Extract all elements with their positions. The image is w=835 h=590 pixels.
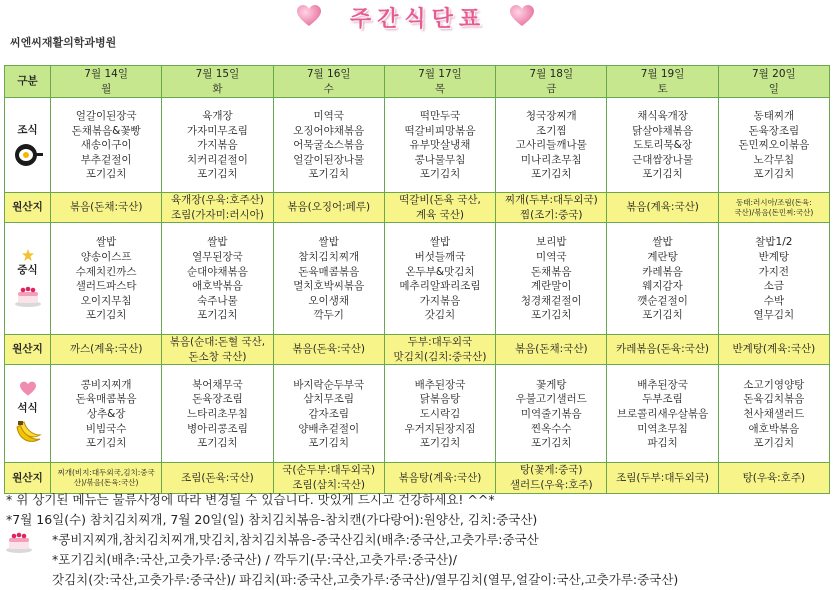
- menu-item: 새송이구이: [80, 139, 132, 152]
- origin-cell: [51, 335, 162, 365]
- origin-text: 까스(계육:국산): [69, 343, 143, 356]
- heart-icon: [296, 4, 322, 28]
- origin-cell: [496, 463, 607, 493]
- origin-text: 계육 국산): [415, 208, 464, 221]
- menu-item: 우불고기샐러드: [515, 393, 587, 406]
- menu-cell: [273, 98, 384, 193]
- origin-text: 볶음(돈채:국산): [514, 343, 588, 356]
- menu-cell: [496, 223, 607, 335]
- menu-item: 쌀밥: [652, 236, 673, 249]
- menu-item: 갓김치: [424, 309, 456, 322]
- menu-item: 샐러드파스타: [75, 280, 137, 293]
- menu-cell: [51, 365, 162, 463]
- menu-item: 포기김치: [753, 437, 795, 450]
- menu-item: 북어채무국: [192, 378, 243, 391]
- origin-text: 볶음(계육:국산): [626, 201, 699, 214]
- origin-text: 볶음(순대:돈혈 국산,: [169, 336, 266, 349]
- origin-text: 볶음(돈채:국산): [69, 201, 143, 214]
- menu-item: 수제치킨까스: [75, 265, 137, 278]
- origin-text: 맛김치(김치:중국산): [393, 350, 487, 363]
- menu-cell: [273, 365, 384, 463]
- origin-text: 찌개(비지:대두외국,김치:중국: [57, 468, 155, 478]
- day-date: 7월 16일: [306, 67, 351, 80]
- menu-item: 애호박볶음: [748, 422, 800, 435]
- origin-text: 돈소창 국산): [188, 350, 247, 363]
- menu-item: 쌀밥: [207, 236, 228, 249]
- menu-item: 떡갈비피망볶음: [404, 124, 476, 137]
- origin-text: 반계탕(계육:국산): [732, 343, 816, 356]
- menu-item: 상추&장: [86, 408, 126, 421]
- menu-item: 쌀밥: [318, 236, 339, 249]
- day-weekday: 금: [546, 82, 557, 95]
- menu-item: 소금: [763, 280, 784, 293]
- day-weekday: 월: [101, 82, 112, 95]
- menu-item: 숙주나물: [197, 294, 238, 307]
- menu-item: 온두부&맛김치: [405, 265, 475, 278]
- note-line: 갓김치(갓:국산,고춧가루:중국산)/ 파김치(파:중국산,고춧가루:중국산)/열무김치(열무,얼갈이:국산,고춧가루:중국산): [52, 572, 679, 587]
- menu-item: 돈민찌오이볶음: [738, 139, 810, 152]
- weekly-menu-table: [4, 65, 830, 494]
- origin-cell: [162, 463, 273, 493]
- menu-item: 계란탕: [647, 251, 678, 263]
- notes: [6, 490, 832, 590]
- menu-item: 포기김치: [308, 437, 349, 450]
- origin-text: 조림(두부:대두외국): [616, 471, 709, 484]
- menu-item: 미역국: [536, 251, 567, 263]
- star-icon: [22, 249, 34, 261]
- origin-cell: [607, 335, 718, 365]
- menu-item: 양배추겉절이: [298, 422, 360, 435]
- menu-item: 파김치: [647, 437, 678, 450]
- menu-item: 소고기영양탕: [743, 378, 805, 391]
- banana-icon: [13, 419, 43, 447]
- menu-item: 치커리겉절이: [186, 153, 248, 166]
- menu-item: 수박: [763, 294, 784, 307]
- origin-text: 두부:대두외국: [407, 336, 473, 349]
- menu-item: 배추된장국: [637, 378, 688, 391]
- day-date: 7월 19일: [640, 67, 685, 80]
- origin-row: [5, 193, 830, 223]
- menu-item: 바지락순두부국: [293, 378, 365, 391]
- cake-icon: [13, 282, 43, 308]
- menu-item: 콩비지찌개: [80, 378, 132, 391]
- menu-item: 얼갈이된장나물: [293, 153, 365, 166]
- origin-cell: [607, 193, 718, 223]
- meal-row: [5, 223, 830, 335]
- menu-item: 포기김치: [642, 168, 683, 181]
- menu-item: 육개장: [202, 110, 233, 123]
- day-header: [718, 66, 829, 98]
- menu-item: 미역초무침: [637, 422, 688, 435]
- menu-item: 꽃게탕: [536, 378, 567, 391]
- origin-cell: [384, 463, 495, 493]
- origin-text: 동태:러시아/조림(돈육:: [735, 198, 812, 208]
- menu-item: 깻순겉절이: [637, 294, 688, 307]
- menu-item: 근대쌈장나물: [632, 153, 693, 166]
- origin-text: 탕(우육:호주): [742, 471, 806, 484]
- menu-item: 쌀밥: [429, 236, 451, 249]
- page-title: 주간식단표: [349, 7, 487, 32]
- origin-cell: [384, 193, 495, 223]
- menu-item: 양송이스프: [80, 251, 132, 263]
- menu-item: 돈육김치볶음: [743, 393, 805, 406]
- menu-item: 순대야채볶음: [186, 265, 248, 278]
- menu-item: 돈육매콤볶음: [75, 393, 137, 406]
- menu-item: 가지볶음: [197, 139, 238, 152]
- menu-item: 애호박볶음: [192, 280, 243, 293]
- note-line: * 위 상기된 메뉴는 물류사정에 따라 변경될 수 있습니다. 맛있게 드시고 건강하세요! ^^*: [6, 492, 495, 507]
- menu-item: 포기김치: [530, 168, 572, 181]
- meal-row: [5, 98, 830, 193]
- menu-item: 배추된장국: [414, 378, 466, 391]
- menu-item: 참치김치찌개: [298, 251, 360, 263]
- gubun-label: 구분: [5, 66, 51, 98]
- origin-cell: [162, 193, 273, 223]
- menu-item: 도토리묵&장: [633, 139, 692, 152]
- menu-item: 돈육장조림: [748, 124, 800, 137]
- menu-cell: [51, 223, 162, 335]
- menu-item: 포기김치: [197, 437, 238, 450]
- menu-cell: [607, 365, 718, 463]
- menu-item: 오이지무침: [80, 294, 132, 307]
- origin-label: 원산지: [5, 463, 51, 493]
- header-row: [5, 66, 830, 98]
- menu-item: 포기김치: [85, 437, 127, 450]
- menu-item: 고사리들깨나물: [515, 139, 587, 152]
- note-line: *7월 16일(수) 참치김치찌개, 7월 20일(일) 참치김치볶음-참치캔(가다랑어):원양산, 김치:중국산): [6, 512, 538, 527]
- menu-item: 동태찌개: [753, 110, 795, 123]
- menu-item: 가지볶음: [419, 294, 461, 307]
- day-weekday: 목: [434, 82, 446, 95]
- menu-item: 떡만두국: [419, 110, 461, 123]
- origin-text: 탕(꽃게:중국): [520, 464, 583, 477]
- menu-item: 웨지감자: [642, 280, 683, 293]
- menu-item: 포기김치: [197, 309, 238, 322]
- origin-cell: [496, 335, 607, 365]
- menu-item: 포기김치: [642, 309, 683, 322]
- menu-cell: [607, 223, 718, 335]
- menu-cell: [384, 223, 495, 335]
- menu-item: 카레볶음: [642, 265, 683, 278]
- meal-label: 조식: [17, 123, 38, 136]
- menu-item: 도시락김: [419, 408, 461, 421]
- menu-item: 돈채볶음: [530, 265, 572, 278]
- menu-item: 노각무침: [753, 153, 795, 166]
- menu-cell: [496, 98, 607, 193]
- menu-cell: [496, 365, 607, 463]
- menu-item: 닭살야채볶음: [632, 124, 693, 137]
- menu-item: 우거지된장지짐: [404, 422, 476, 435]
- origin-cell: [273, 193, 384, 223]
- menu-item: 천사채샐러드: [743, 408, 805, 421]
- origin-text: 샐러드(우육:호주): [509, 478, 593, 491]
- menu-item: 깍두기: [313, 309, 344, 322]
- menu-cell: [718, 98, 829, 193]
- meal-label: 중식: [17, 264, 38, 277]
- menu-item: 반계탕: [758, 251, 790, 263]
- day-header: [51, 66, 162, 98]
- menu-cell: [607, 98, 718, 193]
- origin-cell: [718, 193, 829, 223]
- menu-item: 메추리알꽈리조림: [399, 280, 481, 293]
- menu-item: 청경채겉절이: [520, 294, 582, 307]
- menu-item: 찐옥수수: [530, 422, 572, 435]
- origin-cell: [384, 335, 495, 365]
- menu-item: 두부조림: [642, 393, 683, 406]
- meal-label-cell: [5, 223, 51, 335]
- meal-label-cell: [5, 98, 51, 193]
- origin-cell: [273, 463, 384, 493]
- menu-item: 쌀밥: [95, 236, 117, 249]
- day-weekday: 화: [212, 82, 223, 95]
- day-header: [273, 66, 384, 98]
- origin-text: 찌개(두부:대두외국): [504, 194, 598, 206]
- origin-cell: [718, 463, 829, 493]
- menu-item: 브로콜리새우살볶음: [616, 408, 709, 421]
- origin-row: [5, 335, 830, 365]
- origin-text: 조림(돈육:국산): [181, 471, 254, 484]
- menu-item: 포기김치: [530, 437, 572, 450]
- menu-item: 오징어야채볶음: [293, 124, 365, 137]
- meal-label-cell: [5, 365, 51, 463]
- menu-item: 어묵굴소스볶음: [293, 139, 365, 152]
- menu-item: 얼갈이된장국: [75, 110, 137, 123]
- menu-item: 돈채볶음&꽃빵: [71, 124, 141, 137]
- menu-cell: [51, 98, 162, 193]
- menu-item: 포기김치: [753, 168, 795, 181]
- menu-item: 보리밥: [536, 236, 567, 249]
- origin-text: 볶음탕(계육:국산): [398, 471, 482, 484]
- menu-cell: [718, 223, 829, 335]
- origin-text: 산)/볶음(돈육:국산): [73, 477, 139, 487]
- origin-text: 떡갈비(돈육 국산,: [399, 194, 481, 206]
- menu-cell: [162, 365, 273, 463]
- menu-item: 포기김치: [85, 168, 127, 181]
- menu-item: 오이생채: [308, 294, 349, 307]
- heart-icon: [19, 381, 37, 397]
- menu-item: 삼치무조림: [303, 393, 355, 406]
- origin-cell: [51, 463, 162, 493]
- day-header: [496, 66, 607, 98]
- origin-text: 볶음(돈육:국산): [292, 343, 365, 356]
- day-date: 7월 14일: [84, 67, 128, 80]
- day-date: 7월 17일: [418, 67, 462, 80]
- menu-item: 느타리초무침: [186, 408, 248, 421]
- menu-cell: [273, 223, 384, 335]
- day-weekday: 토: [657, 82, 668, 95]
- day-weekday: 일: [768, 82, 779, 95]
- menu-item: 열무김치: [753, 309, 795, 322]
- menu-item: 병아리콩조림: [186, 422, 248, 435]
- meal-row: [5, 365, 830, 463]
- note-line: *콩비지찌개,참치김치찌개,맛김치,참치김치볶음-중국산김치(배추:중국산,고춧가루:중국산: [52, 532, 539, 547]
- day-weekday: 수: [323, 82, 334, 95]
- menu-item: 가자미무조림: [186, 124, 248, 137]
- menu-item: 닭볶음탕: [419, 393, 461, 406]
- menu-cell: [162, 223, 273, 335]
- origin-label: 원산지: [5, 193, 51, 223]
- menu-item: 가지전: [758, 265, 790, 278]
- title-bar: [0, 0, 835, 36]
- menu-item: 채식육개장: [637, 110, 688, 123]
- menu-cell: [384, 365, 495, 463]
- origin-cell: [496, 193, 607, 223]
- menu-item: 포기김치: [308, 168, 349, 181]
- egg-pan-icon: [13, 141, 43, 167]
- menu-item: 포기김치: [530, 309, 572, 322]
- menu-item: 찰밥1/2: [755, 236, 793, 249]
- origin-text: 볶음(오징어:페루): [287, 201, 371, 214]
- origin-cell: [162, 335, 273, 365]
- day-date: 7월 15일: [195, 67, 240, 80]
- day-header: [607, 66, 718, 98]
- menu-item: 콩나물무침: [414, 153, 466, 166]
- origin-text: 조림(삼치:국산): [292, 478, 365, 491]
- day-header: [384, 66, 495, 98]
- origin-text: 육개장(우육:호주산): [170, 194, 264, 206]
- origin-text: 조림(가자미:러시아): [170, 208, 264, 221]
- menu-item: 청국장찌개: [525, 110, 577, 123]
- heart-icon: [509, 4, 535, 28]
- day-date: 7월 18일: [529, 67, 574, 80]
- origin-text: 국산)/볶음(돈민찌:국산): [734, 207, 814, 217]
- meal-label: 석식: [17, 401, 38, 414]
- menu-item: 열무된장국: [192, 251, 243, 263]
- menu-item: 조기찜: [536, 124, 567, 137]
- menu-item: 포기김치: [419, 168, 461, 181]
- origin-cell: [607, 463, 718, 493]
- origin-cell: [718, 335, 829, 365]
- menu-item: 멸치호박씨볶음: [293, 280, 365, 293]
- menu-item: 유부맛살냉채: [409, 139, 471, 152]
- hospital-name: 씨엔씨재활의학과병원: [10, 36, 117, 49]
- origin-row: [5, 463, 830, 493]
- menu-item: 미역줄기볶음: [520, 408, 582, 421]
- origin-text: 찜(조기:중국): [520, 208, 583, 221]
- menu-item: 미역국: [313, 110, 344, 123]
- origin-label: 원산지: [5, 335, 51, 365]
- menu-item: 버섯들깨국: [414, 251, 466, 263]
- menu-cell: [384, 98, 495, 193]
- menu-item: 비빔국수: [85, 422, 127, 435]
- origin-text: 국(순두부:대두외국): [282, 464, 376, 477]
- menu-item: 포기김치: [197, 168, 238, 181]
- origin-cell: [51, 193, 162, 223]
- day-date: 7월 20일: [752, 67, 796, 80]
- origin-text: 카레볶음(돈육:국산): [616, 343, 709, 356]
- menu-item: 돈육장조림: [192, 393, 243, 406]
- menu-item: 계란말이: [530, 280, 572, 293]
- menu-item: 미나리초무침: [520, 153, 582, 166]
- menu-item: 포기김치: [85, 309, 127, 322]
- menu-cell: [718, 365, 829, 463]
- day-header: [162, 66, 273, 98]
- menu-item: 감자조림: [308, 408, 349, 421]
- note-line: *포기김치(배추:국산,고춧가루:중국산) / 깍두기(무:국산,고춧가루:중국산)/: [52, 552, 458, 567]
- menu-cell: [162, 98, 273, 193]
- menu-item: 포기김치: [419, 437, 461, 450]
- menu-item: 부추겉절이: [80, 153, 132, 166]
- origin-cell: [273, 335, 384, 365]
- menu-item: 돈육매콤볶음: [298, 265, 360, 278]
